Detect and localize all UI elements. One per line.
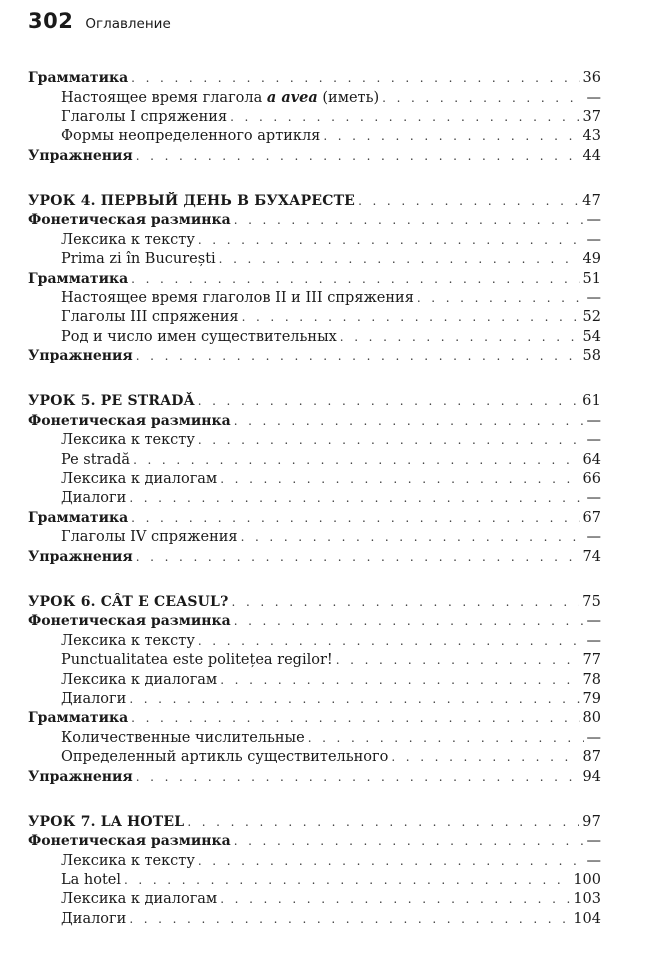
toc-entry-title: Лексика к тексту xyxy=(61,432,195,449)
dot-leader xyxy=(340,328,580,347)
dot-leader xyxy=(336,651,580,670)
toc-entry-title: Упражнения xyxy=(28,548,133,565)
dot-leader xyxy=(234,211,584,230)
toc-entry-title xyxy=(61,88,379,107)
dot-leader xyxy=(234,412,584,431)
toc-page-number: — xyxy=(586,90,601,107)
toc-section xyxy=(28,813,601,929)
toc-subentry[interactable] xyxy=(28,632,601,651)
toc-page-number: 87 xyxy=(582,749,601,766)
toc-subentry[interactable] xyxy=(28,127,601,146)
dot-leader xyxy=(187,813,579,832)
toc-entry-title: Pe stradă xyxy=(61,451,131,468)
toc-entry-title: УРОК 5. PE STRADĂ xyxy=(28,393,195,410)
dot-leader xyxy=(241,528,584,547)
toc-page-number: 97 xyxy=(582,813,601,830)
toc-entry-title: Глаголы III спряжения xyxy=(61,309,239,326)
toc-entry-title-emphasis: a avea xyxy=(266,89,318,107)
toc-entry-title: Глаголы IV спряжения xyxy=(61,529,238,546)
toc-page-number: 64 xyxy=(582,451,601,468)
dot-leader xyxy=(133,451,579,470)
toc-entry-title: Глаголы I спряжения xyxy=(61,108,228,125)
dot-leader xyxy=(198,231,584,250)
toc-subentry[interactable] xyxy=(28,328,601,347)
toc-entry-title: Лексика к тексту xyxy=(61,852,195,869)
toc-page-number: — xyxy=(586,632,601,649)
toc-section-entry[interactable] xyxy=(28,69,601,88)
toc-page-number: 36 xyxy=(582,70,601,86)
dot-leader xyxy=(129,690,579,709)
toc-lesson-heading[interactable] xyxy=(28,192,601,211)
toc-subentry[interactable] xyxy=(28,671,601,690)
toc-entry-title: УРОК 7. LA HOTEL xyxy=(28,813,185,830)
toc-entry-title: Лексика к диалогам xyxy=(61,471,218,488)
dot-leader xyxy=(198,431,584,450)
toc-page-number: 74 xyxy=(582,548,601,565)
dot-leader xyxy=(136,347,580,366)
toc-subentry[interactable] xyxy=(28,748,601,767)
dot-leader xyxy=(131,509,579,528)
toc-subentry[interactable] xyxy=(28,489,601,508)
dot-leader xyxy=(220,890,570,909)
dot-leader xyxy=(234,612,584,631)
dot-leader xyxy=(391,748,579,767)
page-number: 302 xyxy=(28,9,74,33)
toc-entry-title: Упражнения xyxy=(28,768,133,785)
toc-subentry[interactable] xyxy=(28,431,601,450)
toc-subentry[interactable] xyxy=(28,470,601,489)
running-title: Оглавление xyxy=(85,16,171,32)
dot-leader xyxy=(129,910,570,929)
toc-subentry[interactable] xyxy=(28,231,601,250)
toc-section-entry[interactable] xyxy=(28,768,601,787)
toc-entry-title: УРОК 4. ПЕРВЫЙ ДЕНЬ В БУХАРЕСТЕ xyxy=(28,192,356,209)
toc-entry-title: Род и число имен существительных xyxy=(61,328,337,345)
toc-page-number: — xyxy=(586,231,601,248)
toc-section xyxy=(28,69,601,166)
toc-page-number: 61 xyxy=(582,393,601,410)
toc-page-number: — xyxy=(586,833,601,850)
toc-entry-title: Фонетическая разминка xyxy=(28,833,231,850)
toc-lesson-heading[interactable] xyxy=(28,813,601,832)
toc-page-number: 79 xyxy=(582,690,601,707)
toc-subentry[interactable] xyxy=(28,528,601,547)
toc-entry-title: Фонетическая разминка xyxy=(28,412,231,429)
toc-page-number: — xyxy=(586,613,601,630)
toc-section-entry[interactable] xyxy=(28,509,601,528)
toc-page-number: 94 xyxy=(582,768,601,785)
toc-entry-title-part: Настоящее время глагола xyxy=(61,90,267,107)
dot-leader xyxy=(198,852,584,871)
dot-leader xyxy=(198,392,579,411)
toc-entry-title: Грамматика xyxy=(28,710,129,727)
toc-entry-title: Лексика к диалогам xyxy=(61,891,218,908)
dot-leader xyxy=(323,127,579,146)
dot-leader xyxy=(136,768,580,787)
toc-entry-title: Фонетическая разминка xyxy=(28,212,231,229)
toc-page-number: 80 xyxy=(582,710,601,727)
dot-leader xyxy=(131,270,579,289)
toc-page-number: — xyxy=(586,852,601,869)
toc-entry-title: Prima zi în București xyxy=(61,251,216,268)
toc-subentry[interactable] xyxy=(28,910,601,929)
toc-entry-title: Упражнения xyxy=(28,348,133,365)
toc-section-entry[interactable] xyxy=(28,347,601,366)
table-of-contents xyxy=(28,69,601,929)
toc-page-number: 43 xyxy=(582,128,601,145)
toc-page-number: 75 xyxy=(582,593,601,610)
toc-section-entry[interactable] xyxy=(28,412,601,431)
toc-entry-title: Упражнения xyxy=(28,147,133,164)
toc-entry-title: Формы неопределенного артикля xyxy=(61,128,321,145)
toc-page-number: — xyxy=(586,432,601,449)
toc-entry-title: La hotel xyxy=(61,872,121,889)
toc-subentry[interactable] xyxy=(28,729,601,748)
toc-section xyxy=(28,593,601,787)
toc-page-number: 51 xyxy=(582,270,601,287)
toc-page-number: 37 xyxy=(582,108,601,125)
toc-entry-title: Количественные числительные xyxy=(61,729,305,746)
toc-section-entry[interactable] xyxy=(28,147,601,166)
toc-page-number: 58 xyxy=(582,348,601,365)
toc-subentry[interactable] xyxy=(28,451,601,470)
toc-entry-title: Лексика к тексту xyxy=(61,632,195,649)
toc-page-number: — xyxy=(586,729,601,746)
toc-page-number: 49 xyxy=(582,251,601,268)
toc-subentry[interactable] xyxy=(28,289,601,308)
toc-section xyxy=(28,192,601,367)
toc-entry-title: Лексика к тексту xyxy=(61,231,195,248)
toc-page-number: 47 xyxy=(582,192,601,209)
toc-section-entry[interactable] xyxy=(28,709,601,728)
toc-page-number: — xyxy=(586,529,601,546)
toc-page-number: 103 xyxy=(573,891,601,908)
toc-subentry[interactable] xyxy=(28,308,601,327)
dot-leader xyxy=(198,632,584,651)
toc-page-number: — xyxy=(586,412,601,429)
page-header xyxy=(28,9,171,33)
dot-leader xyxy=(124,871,570,890)
toc-section-entry[interactable] xyxy=(28,832,601,851)
dot-leader xyxy=(382,89,583,107)
toc-entry-title: Грамматика xyxy=(28,70,129,86)
dot-leader xyxy=(234,832,584,851)
toc-section xyxy=(28,392,601,567)
toc-entry-title: Диалоги xyxy=(61,910,127,927)
dot-leader xyxy=(219,250,580,269)
dot-leader xyxy=(136,548,580,567)
toc-subentry[interactable] xyxy=(28,651,601,670)
toc-page-number: 67 xyxy=(582,509,601,526)
toc-entry-title: Диалоги xyxy=(61,690,127,707)
toc-entry-title: Грамматика xyxy=(28,509,129,526)
toc-page-number: 52 xyxy=(582,309,601,326)
dot-leader xyxy=(232,593,580,612)
dot-leader xyxy=(220,470,579,489)
toc-page-number: — xyxy=(586,289,601,306)
toc-lesson-heading[interactable] xyxy=(28,593,601,612)
toc-page-number: 78 xyxy=(582,671,601,688)
toc-page-number: 104 xyxy=(573,910,601,927)
toc-subentry[interactable] xyxy=(28,88,601,107)
toc-subentry[interactable] xyxy=(28,250,601,269)
toc-entry-title: УРОК 6. CÂT E CEASUL? xyxy=(28,593,229,610)
dot-leader xyxy=(242,308,580,327)
toc-entry-title: Фонетическая разминка xyxy=(28,613,231,630)
dot-leader xyxy=(136,147,580,166)
toc-entry-title: Лексика к диалогам xyxy=(61,671,218,688)
toc-section-entry[interactable] xyxy=(28,270,601,289)
toc-entry-title-part: (иметь) xyxy=(317,90,380,107)
toc-section-entry[interactable] xyxy=(28,548,601,567)
dot-leader xyxy=(220,671,579,690)
toc-subentry[interactable] xyxy=(28,852,601,871)
dot-leader xyxy=(131,69,579,88)
toc-page-number: 54 xyxy=(582,328,601,345)
toc-lesson-heading[interactable] xyxy=(28,392,601,411)
toc-page-number: 77 xyxy=(582,652,601,669)
toc-entry-title: Punctualitatea este politețea regilor! xyxy=(61,652,333,669)
toc-page-number: — xyxy=(586,490,601,507)
toc-entry-title: Определенный артикль существительного xyxy=(61,749,389,766)
dot-leader xyxy=(358,192,579,211)
toc-page-number: 44 xyxy=(582,147,601,164)
toc-subentry[interactable] xyxy=(28,690,601,709)
toc-section-entry[interactable] xyxy=(28,612,601,631)
toc-page-number: 66 xyxy=(582,471,601,488)
toc-entry-title: Диалоги xyxy=(61,490,127,507)
toc-subentry[interactable] xyxy=(28,108,601,127)
toc-entry-title: Грамматика xyxy=(28,270,129,287)
dot-leader xyxy=(131,709,579,728)
dot-leader xyxy=(417,289,584,308)
toc-subentry[interactable] xyxy=(28,871,601,890)
toc-page-number: — xyxy=(586,212,601,229)
dot-leader xyxy=(230,108,579,127)
dot-leader xyxy=(308,729,584,748)
toc-subentry[interactable] xyxy=(28,890,601,909)
toc-page-number: 100 xyxy=(573,872,601,889)
toc-section-entry[interactable] xyxy=(28,211,601,230)
dot-leader xyxy=(129,489,583,508)
toc-entry-title: Настоящее время глаголов II и III спряжения xyxy=(61,289,414,306)
